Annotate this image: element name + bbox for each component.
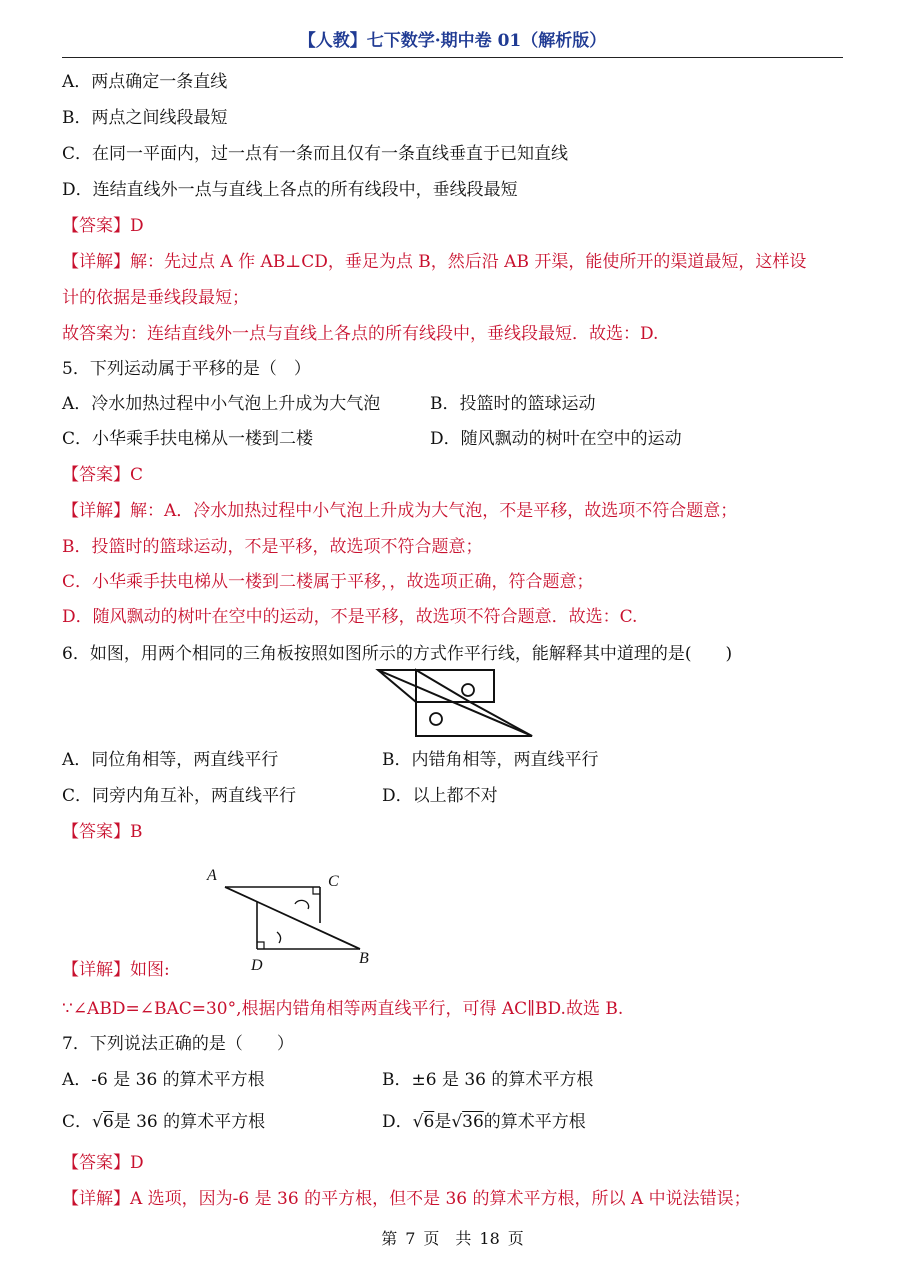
option-text: 的算术平方根 xyxy=(483,1112,586,1132)
detail-text: 解：A．冷水加热过程中小气泡上升成为大气泡，不是平移，故选项不符合题意； xyxy=(130,501,738,521)
q5-detail-line-3: C．小华乘手扶电梯从一楼到二楼属于平移，，故选项正确，符合题意； xyxy=(62,572,594,592)
q4-option-c: C．在同一平面内，过一点有一条而且仅有一条直线垂直于已知直线 xyxy=(62,144,569,164)
sqrt-sign: √ xyxy=(92,1112,103,1132)
q5-option-c: C．小华乘手扶电梯从一楼到二楼 xyxy=(62,429,314,449)
q7-option-b: B．±6 是 36 的算术平方根 xyxy=(382,1070,594,1090)
detail-label: 【详解】 xyxy=(62,960,130,980)
q7-option-c xyxy=(62,1110,265,1134)
sqrt-sign: √ xyxy=(451,1112,463,1132)
q5-detail-line-1 xyxy=(62,499,737,523)
q5-stem: 5．下列运动属于平移的是（ ） xyxy=(62,359,311,379)
page-header-title: 【人教】七下数学·期中卷 01（解析版） xyxy=(298,31,607,51)
option-text: 是 xyxy=(434,1112,452,1132)
q6-triangle-ruler-figure xyxy=(370,666,540,742)
q6-option-a: A．同位角相等，两直线平行 xyxy=(62,750,279,770)
option-prefix: D． xyxy=(382,1112,413,1132)
detail-label: 【详解】 xyxy=(62,1189,130,1209)
figure-label-c: C xyxy=(328,873,339,890)
footer-middle: 页 共 xyxy=(423,1229,472,1248)
q5-option-a: A．冷水加热过程中小气泡上升成为大气泡 xyxy=(62,394,381,414)
q4-detail-line-2: 计的依据是垂线段最短； xyxy=(62,288,249,308)
q4-option-b: B．两点之间线段最短 xyxy=(62,108,228,128)
q5-option-d: D．随风飘动的树叶在空中的运动 xyxy=(430,429,682,449)
answer-label: 【答案】 xyxy=(62,465,130,485)
q6-detail-line-2: ∵∠ABD=∠BAC=30°,根据内错角相等两直线平行，可得 AC∥BD.故选 B. xyxy=(62,999,624,1019)
q4-option-d: D．连结直线外一点与直线上各点的所有线段中，垂线段最短 xyxy=(62,180,518,200)
answer-value: D xyxy=(130,1153,144,1173)
footer-total-pages: 18 xyxy=(479,1229,500,1248)
detail-label: 【详解】 xyxy=(62,501,130,521)
answer-label: 【答案】 xyxy=(62,216,130,236)
q6-answer xyxy=(62,820,143,844)
radicand: 6 xyxy=(423,1112,435,1132)
answer-value: D xyxy=(130,216,144,236)
detail-text: 如图: xyxy=(130,960,170,980)
q7-answer xyxy=(62,1151,144,1175)
option-text: 是 36 的算术平方根 xyxy=(113,1112,266,1132)
figure-label-b: B xyxy=(359,950,369,967)
q6-detail-line-1 xyxy=(62,958,170,982)
q7-detail-line-1 xyxy=(62,1187,751,1211)
q6-stem: 6．如图，用两个相同的三角板按照如图所示的方式作平行线，能解释其中道理的是( ) xyxy=(62,644,733,664)
q6-labeled-figure xyxy=(195,858,385,976)
detail-text: A 选项，因为-6 是 36 的平方根，但不是 36 的算术平方根，所以 A 中说法错误； xyxy=(130,1189,751,1209)
q5-detail-line-2: B．投篮时的篮球运动，不是平移，故选项不符合题意； xyxy=(62,537,483,557)
detail-text: 解：先过点 A 作 AB⊥CD，垂足为点 B，然后沿 AB 开渠，能使所开的渠道最短，这样设 xyxy=(130,252,807,272)
answer-label: 【答案】 xyxy=(62,1153,130,1173)
page-footer xyxy=(0,1226,905,1249)
q7-stem: 7．下列说法正确的是（ ） xyxy=(62,1034,294,1054)
figure-label-d: D xyxy=(251,957,263,974)
q5-answer xyxy=(62,463,143,487)
q6-option-d: D．以上都不对 xyxy=(382,786,498,806)
q6-option-b: B．内错角相等，两直线平行 xyxy=(382,750,599,770)
q4-option-a: A．两点确定一条直线 xyxy=(62,72,228,92)
answer-label: 【答案】 xyxy=(62,822,130,842)
header-divider xyxy=(62,57,843,58)
q5-detail-line-4: D．随风飘动的树叶在空中的运动，不是平移，故选项不符合题意．故选：C. xyxy=(62,607,638,627)
footer-page-number: 7 xyxy=(405,1229,416,1248)
footer-prefix: 第 xyxy=(381,1229,398,1248)
sqrt-sign: √ xyxy=(412,1112,424,1132)
radicand: 36 xyxy=(462,1112,484,1132)
q4-detail-line-3: 故答案为：连结直线外一点与直线上各点的所有线段中，垂线段最短．故选：D. xyxy=(62,324,659,344)
detail-label: 【详解】 xyxy=(62,252,130,272)
q4-answer xyxy=(62,214,144,238)
answer-value: C xyxy=(130,465,144,485)
q7-option-d xyxy=(382,1110,586,1134)
footer-suffix: 页 xyxy=(507,1229,524,1248)
q6-option-c: C．同旁内角互补，两直线平行 xyxy=(62,786,297,806)
q5-option-b: B．投篮时的篮球运动 xyxy=(430,394,596,414)
q4-detail-line-1 xyxy=(62,250,806,274)
radicand: 6 xyxy=(102,1112,114,1132)
answer-value: B xyxy=(130,822,143,842)
q7-option-a: A．-6 是 36 的算术平方根 xyxy=(62,1070,265,1090)
option-prefix: C． xyxy=(62,1112,93,1132)
figure-label-a: A xyxy=(207,867,217,884)
